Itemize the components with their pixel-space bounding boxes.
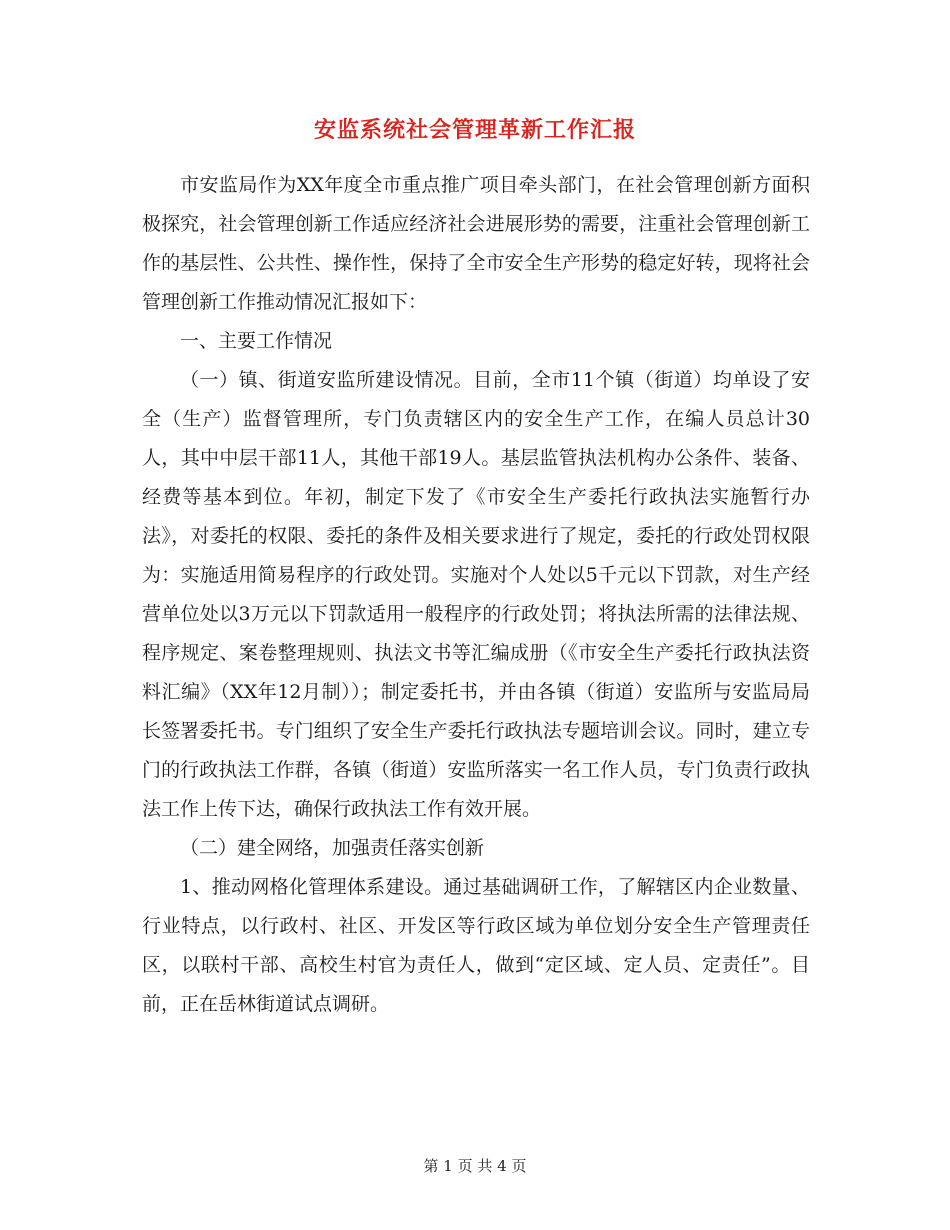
item-paragraph-1: 1、推动网格化管理体系建设。通过基础调研工作，了解辖区内企业数量、行业特点，以行政村、社区、开发区等行政区域为单位划分安全生产管理责任区，以联村干部、高校生村官为责任人，做到“定区域、定人员、定责任”。目前，正在岳林街道试点调研。 <box>142 876 810 1015</box>
subsection-heading-2: （二）建全网络，加强责任落实创新 <box>180 837 485 859</box>
section-heading-main-work: 一、主要工作情况 <box>180 330 333 352</box>
subsection-paragraph-1: （一）镇、街道安监所建设情况。目前，全市11个镇（街道）均单设了安全（生产）监督管理所，专门负责辖区内的安全生产工作，在编人员总计30人，其中中层干部11人，其他干部19人。基层监管执法机构办公条件、装备、经费等基本到位。年初，制定下发了《市安全生产委托行政执法实施暂行办法》，对委托的权限、委托的条件及相关要求进行了规定，委托的行政处罚权限为：实施适用简易程序的行政处罚。实施对个人处以5千元以下罚款，对生产经营单位处以3万元以下罚款适用一般程序的行政处罚；将执法所需的法律法规、程序规定、案卷整理规则、执法文书等汇编成册（《市安全生产委托行政执法资料汇编》（XX年12月制））；制定委托书，并由各镇（街道）安监所与安监局局长签署委托书。专门组织了安全生产委托行政执法专题培训会议。同时，建立专门的行政执法工作群，各镇（街道）安监所落实一名工作人员，专门负责行政执法工作上传下达，确保行政执法工作有效开展。 <box>142 369 810 820</box>
document-title: 安监系统社会管理革新工作汇报 <box>313 117 636 143</box>
intro-paragraph: 市安监局作为XX年度全市重点推广项目牵头部门，在社会管理创新方面积极探究，社会管理创新工作适应经济社会进展形势的需要，注重社会管理创新工作的基层性、公共性、操作性，保持了全市安全生产形势的稳定好转，现将社会管理创新工作推动情况汇报如下： <box>142 174 810 313</box>
document-body <box>142 166 810 1024</box>
page-number-footer: 第 1 页 共 4 页 <box>423 1157 527 1175</box>
